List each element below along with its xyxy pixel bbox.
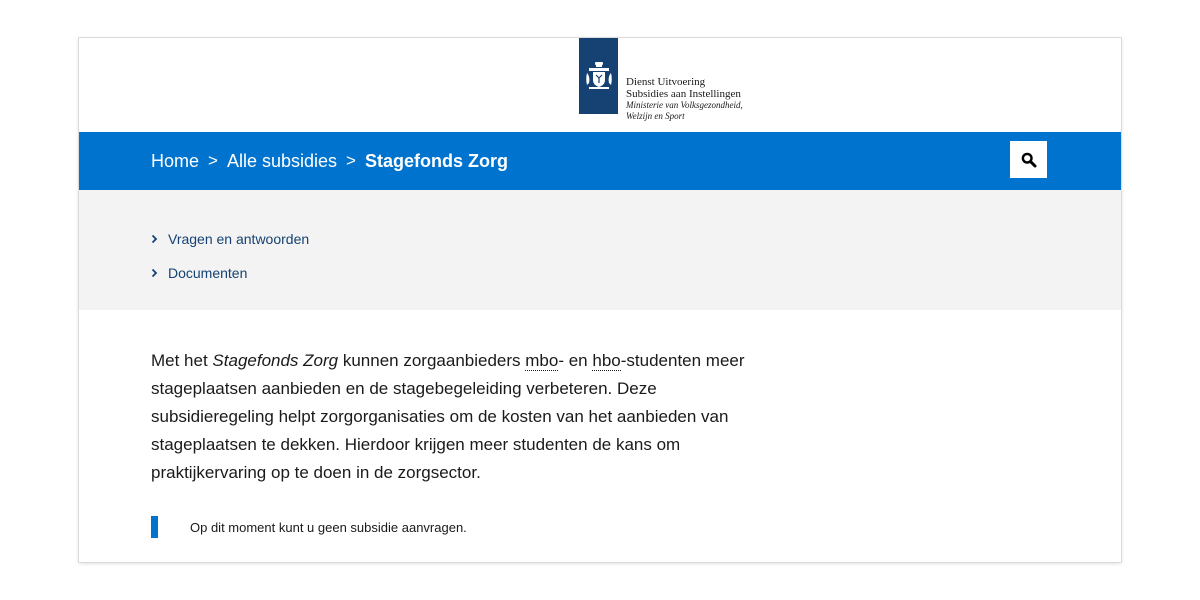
abbr-mbo[interactable]: mbo <box>525 351 559 370</box>
chevron-right-icon <box>151 265 159 281</box>
breadcrumb-all-subsidies[interactable]: Alle subsidies <box>226 150 338 171</box>
breadcrumb-separator: > <box>346 151 356 170</box>
subnav-item-vragen[interactable] <box>151 222 309 256</box>
search-icon <box>1021 152 1037 168</box>
breadcrumb <box>151 132 508 190</box>
breadcrumb-home[interactable]: Home <box>151 150 200 171</box>
breadcrumb-bar <box>79 132 1121 190</box>
intro-paragraph <box>151 347 751 487</box>
sub-navigation <box>79 190 1121 310</box>
site-logo[interactable] <box>579 38 743 122</box>
logo-line-1: Dienst Uitvoering <box>626 76 706 88</box>
abbr-hbo[interactable]: hbo <box>592 351 621 370</box>
site-header <box>79 38 1121 132</box>
notice-accent-bar <box>151 516 158 538</box>
coat-of-arms-icon <box>579 38 618 114</box>
logo-line-4: Welzijn en Sport <box>626 111 685 121</box>
logo-line-2: Subsidies aan Instellingen <box>626 88 741 100</box>
intro-text-2: kunnen zorgaanbieders <box>338 351 526 370</box>
logo-text <box>626 76 743 122</box>
intro-emphasis: Stagefonds Zorg <box>212 351 339 370</box>
chevron-right-icon <box>151 231 159 247</box>
breadcrumb-separator: > <box>208 151 218 170</box>
status-notice <box>151 516 467 538</box>
search-button[interactable] <box>1010 141 1047 178</box>
subnav-list <box>151 222 309 290</box>
logo-line-3: Ministerie van Volksgezondheid, <box>626 100 743 110</box>
intro-text-1: Met het <box>151 351 213 370</box>
subnav-link-vragen[interactable]: Vragen en antwoorden <box>168 231 310 247</box>
page-frame <box>79 38 1121 562</box>
intro-text-4: -studenten meer stageplaatsen aanbieden en de stagebegeleiding verbeteren. Deze subsidieregeling helpt zorgorganisaties om de kosten van het aanbieden van stageplaatsen te dekken. Hierdoor krijgen meer studenten de kans om praktijkervaring op te doen in de zorgsector. <box>151 351 745 482</box>
notice-text: Op dit moment kunt u geen subsidie aanvragen. <box>190 519 467 535</box>
breadcrumb-current: Stagefonds Zorg <box>364 150 508 171</box>
subnav-link-documenten[interactable]: Documenten <box>168 265 248 281</box>
intro-text-3: - en <box>558 351 593 370</box>
subnav-item-documenten[interactable] <box>151 256 309 290</box>
